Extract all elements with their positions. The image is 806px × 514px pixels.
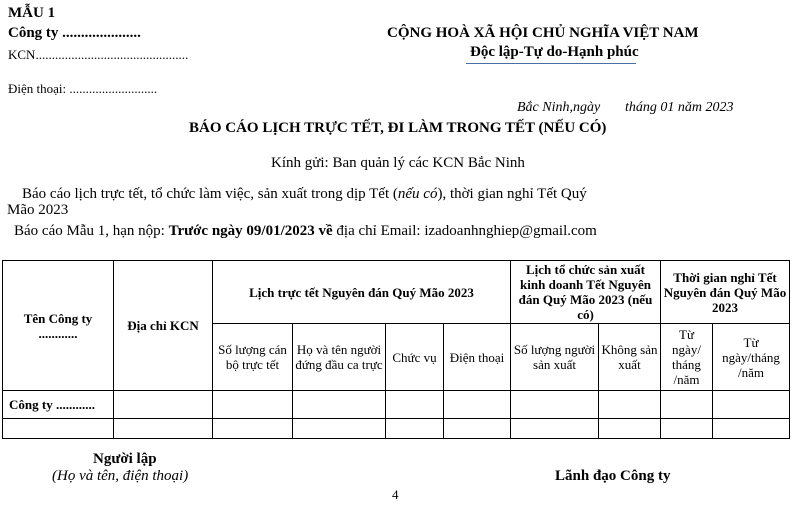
- para1-text-a: Báo cáo lịch trực tết, tổ chức làm việc, sản xuất trong dịp Tết (: [22, 186, 398, 202]
- header-duty-head: Họ và tên người đứng đầu ca trực: [293, 324, 386, 391]
- table-cell[interactable]: [293, 391, 386, 419]
- para2-text-a: Báo cáo Mẫu 1, hạn nộp:: [14, 223, 169, 239]
- form-label: MẪU 1: [8, 5, 56, 21]
- header-address: Địa chỉ KCN: [114, 261, 213, 391]
- table-cell[interactable]: [599, 391, 661, 419]
- motto: Độc lập-Tự do-Hạnh phúc: [470, 44, 639, 60]
- header-prod-count: Số lượng người sản xuất: [511, 324, 599, 391]
- table-cell[interactable]: [444, 391, 511, 419]
- body-paragraph-1: [22, 186, 587, 203]
- table-cell[interactable]: [213, 419, 293, 439]
- table-cell[interactable]: [661, 391, 713, 419]
- header-prod-none: Không sản xuất: [599, 324, 661, 391]
- table-cell[interactable]: Công ty ............: [3, 391, 114, 419]
- place-date-month-year: tháng 01 năm 2023: [625, 100, 734, 115]
- company-name-field: Công ty .....................: [8, 25, 141, 41]
- nation-title: CỘNG HOÀ XÃ HỘI CHỦ NGHĨA VIỆT NAM: [387, 25, 699, 41]
- deadline: Trước ngày 09/01/2023 về: [168, 223, 333, 239]
- table-row: [3, 391, 790, 419]
- header-group-duty: Lịch trực tết Nguyên đán Quý Mão 2023: [213, 261, 511, 324]
- table-cell[interactable]: [386, 391, 444, 419]
- table-cell[interactable]: [293, 419, 386, 439]
- table-row: [3, 419, 790, 439]
- table-cell[interactable]: [599, 419, 661, 439]
- place-date-day: Bắc Ninh,ngày: [517, 100, 601, 115]
- para1-text-b: ), thời gian nghỉ Tết Quý: [437, 186, 587, 202]
- table-cell[interactable]: [713, 419, 790, 439]
- header-duty-position: Chức vụ: [386, 324, 444, 391]
- header-holiday-from: Từ ngày/ tháng /năm: [661, 324, 713, 391]
- table-cell[interactable]: [444, 419, 511, 439]
- kcn-field: KCN...............................................: [8, 47, 189, 62]
- motto-underline: [466, 63, 636, 64]
- header-holiday-to: Từ ngày/tháng /năm: [713, 324, 790, 391]
- header-group-holiday: Thời gian nghỉ Tết Nguyên đán Quý Mão 2023: [661, 261, 790, 324]
- table-cell[interactable]: [3, 419, 114, 439]
- table-cell[interactable]: [386, 419, 444, 439]
- body-paragraph-2: [14, 223, 597, 240]
- header-company: Tên Công ty ............: [3, 261, 114, 391]
- report-table: [2, 260, 790, 439]
- phone-field: Điện thoại: ...........................: [8, 81, 158, 96]
- leader-label: Lãnh đạo Công ty: [555, 468, 671, 484]
- table-cell[interactable]: [511, 419, 599, 439]
- page-number: 4: [392, 487, 399, 502]
- recipient: Kính gửi: Ban quản lý các KCN Bắc Ninh: [271, 155, 525, 171]
- table-cell[interactable]: [114, 391, 213, 419]
- para2-text-b: địa chỉ Email: izadoanhnghiep@gmail.com: [332, 223, 597, 239]
- para1-italic: nếu có: [397, 186, 438, 202]
- table-cell[interactable]: [661, 419, 713, 439]
- preparer-note: (Họ và tên, điện thoại): [52, 468, 189, 484]
- header-duty-phone: Điện thoại: [444, 324, 511, 391]
- body-paragraph-1-line2: Mão 2023: [7, 202, 69, 218]
- table-cell[interactable]: [511, 391, 599, 419]
- preparer-label: Người lập: [93, 451, 157, 467]
- table-cell[interactable]: [213, 391, 293, 419]
- header-duty-count: Số lượng cán bộ trực tết: [213, 324, 293, 391]
- table-cell[interactable]: [114, 419, 213, 439]
- table-cell[interactable]: [713, 391, 790, 419]
- header-group-production: Lịch tổ chức sản xuất kinh doanh Tết Nguyên đán Quý Mão 2023 (nếu có): [511, 261, 661, 324]
- report-title: BÁO CÁO LỊCH TRỰC TẾT, ĐI LÀM TRONG TẾT (NẾU CÓ): [189, 120, 607, 136]
